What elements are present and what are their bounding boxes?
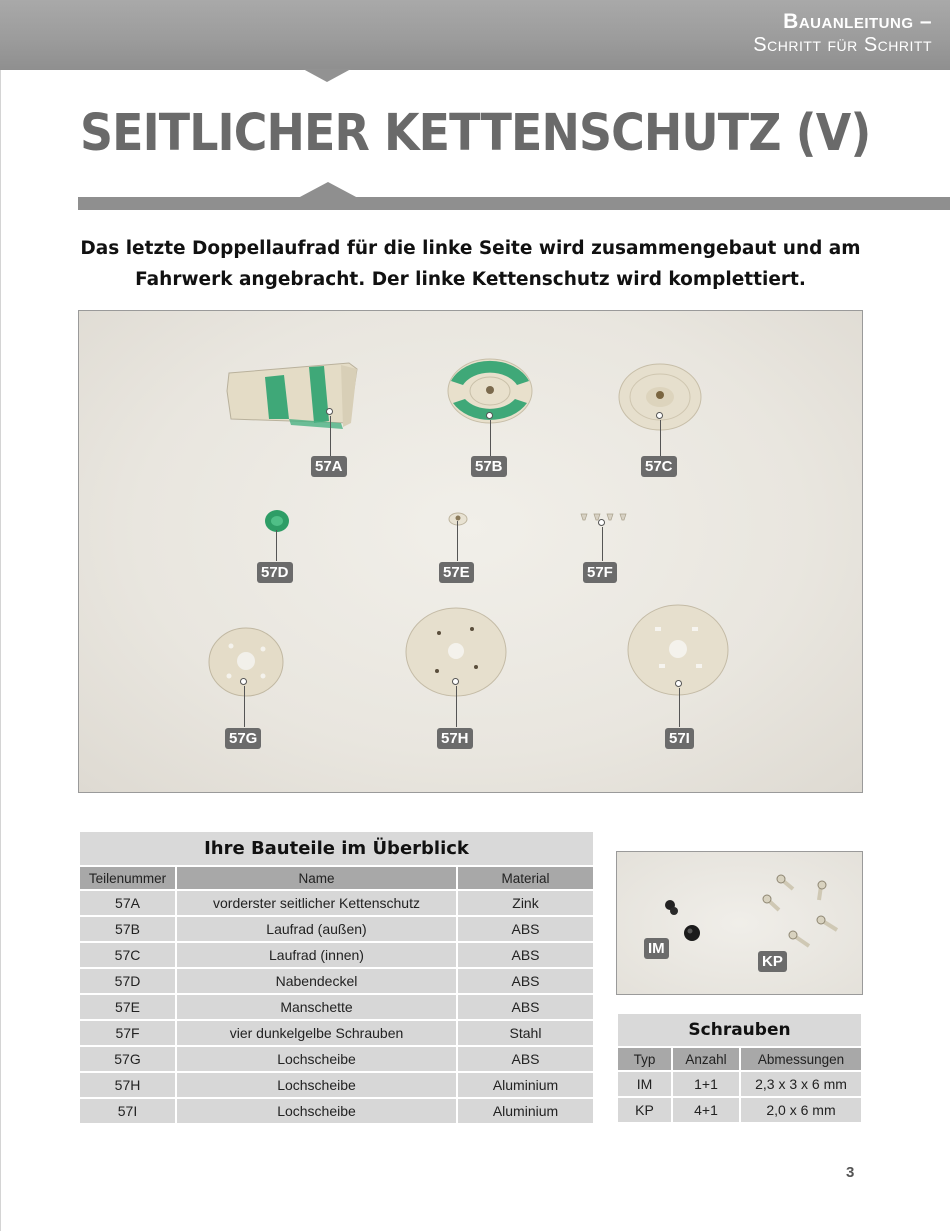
column-header: Name <box>176 866 457 890</box>
intro-line2: Fahrwerk angebracht. Der linke Kettenschutz wird komplettiert. <box>135 269 806 290</box>
table-cell: 57B <box>79 916 176 942</box>
table-row <box>79 994 594 1020</box>
table-cell: 57H <box>79 1072 176 1098</box>
table-cell: Zink <box>457 890 594 916</box>
callout-line-57d <box>276 530 277 561</box>
callout-dot-57c <box>656 412 663 419</box>
table-cell: 57E <box>79 994 176 1020</box>
callout-line-57a <box>330 416 331 456</box>
callout-dot-57f <box>598 519 605 526</box>
table-cell: ABS <box>457 942 594 968</box>
table-row <box>79 916 594 942</box>
callout-line-57i <box>679 688 680 727</box>
divider-bar <box>78 197 950 210</box>
intro-line1: Das letzte Doppellaufrad für die linke Seite wird zusammengebaut und am <box>80 238 861 259</box>
callout-line-57e <box>457 521 458 561</box>
screws-illustration <box>617 852 863 995</box>
table-cell: Manschette <box>176 994 457 1020</box>
header-line2: Schritt für Schritt <box>753 34 932 57</box>
page-edge <box>0 70 1 1231</box>
table-cell: vorderster seitlicher Kettenschutz <box>176 890 457 916</box>
part-label-57d: 57D <box>257 562 293 583</box>
table-cell: ABS <box>457 994 594 1020</box>
part-label-57i: 57I <box>665 728 694 749</box>
table-cell: 57G <box>79 1046 176 1072</box>
screw-label-kp: KP <box>758 951 787 972</box>
table-cell: KP <box>617 1097 672 1123</box>
table-cell: ABS <box>457 1046 594 1072</box>
part-57d-image <box>265 510 289 532</box>
callout-dot-57g <box>240 678 247 685</box>
table-cell: 57D <box>79 968 176 994</box>
table-row <box>79 1046 594 1072</box>
table-cell: Laufrad (außen) <box>176 916 457 942</box>
part-label-57h: 57H <box>437 728 473 749</box>
divider-notch <box>298 182 358 198</box>
table-cell: 1+1 <box>672 1071 740 1097</box>
callout-line-57g <box>244 686 245 727</box>
table-row <box>617 1097 862 1123</box>
screw-im-image <box>665 900 700 941</box>
callout-dot-57a <box>326 408 333 415</box>
header-line1: Bauanleitung – <box>783 10 932 33</box>
table-row <box>79 890 594 916</box>
table-cell: 57F <box>79 1020 176 1046</box>
table-row <box>79 968 594 994</box>
table-cell: 57C <box>79 942 176 968</box>
part-label-57f: 57F <box>583 562 617 583</box>
table-row <box>79 942 594 968</box>
column-header: Teilenummer <box>79 866 176 890</box>
table-cell: Stahl <box>457 1020 594 1046</box>
callout-dot-57i <box>675 680 682 687</box>
screws-photo <box>616 851 863 995</box>
callout-line-57f <box>602 527 603 561</box>
callout-dot-57b <box>486 412 493 419</box>
parts-photo <box>78 310 863 793</box>
table-cell: Aluminium <box>457 1098 594 1124</box>
table-cell: Lochscheibe <box>176 1046 457 1072</box>
header-title <box>753 10 932 57</box>
parts-table-title: Ihre Bauteile im Überblick <box>79 831 594 866</box>
table-cell: 2,3 x 3 x 6 mm <box>740 1071 862 1097</box>
table-cell: ABS <box>457 916 594 942</box>
table-cell: Nabendeckel <box>176 968 457 994</box>
parts-table <box>78 830 595 1125</box>
page-number: 3 <box>846 1164 855 1181</box>
part-57a-image <box>227 363 357 429</box>
table-cell: Lochscheibe <box>176 1098 457 1124</box>
part-label-57g: 57G <box>225 728 261 749</box>
part-label-57a: 57A <box>311 456 347 477</box>
parts-table-header <box>79 866 594 890</box>
part-label-57c: 57C <box>641 456 677 477</box>
table-row <box>79 1020 594 1046</box>
column-header: Abmessungen <box>740 1047 862 1071</box>
table-cell: 57I <box>79 1098 176 1124</box>
screw-label-im: IM <box>644 938 669 959</box>
callout-line-57b <box>490 420 491 456</box>
table-cell: 2,0 x 6 mm <box>740 1097 862 1123</box>
table-cell: IM <box>617 1071 672 1097</box>
part-57g-image <box>209 628 283 696</box>
screw-kp-image <box>763 875 837 946</box>
table-row <box>617 1071 862 1097</box>
column-header: Anzahl <box>672 1047 740 1071</box>
column-header: Material <box>457 866 594 890</box>
screws-table-header <box>617 1047 862 1071</box>
callout-line-57h <box>456 686 457 727</box>
parts-illustration <box>79 311 863 793</box>
table-cell: 57A <box>79 890 176 916</box>
table-row <box>79 1098 594 1124</box>
table-cell: Aluminium <box>457 1072 594 1098</box>
intro-text <box>78 233 863 295</box>
page-title: SEITLICHER KETTENSCHUTZ (V) <box>80 104 871 163</box>
table-cell: 4+1 <box>672 1097 740 1123</box>
screws-table-title: Schrauben <box>617 1013 862 1047</box>
table-cell: Lochscheibe <box>176 1072 457 1098</box>
callout-dot-57h <box>452 678 459 685</box>
part-label-57e: 57E <box>439 562 474 583</box>
part-57e-image <box>449 513 467 525</box>
column-header: Typ <box>617 1047 672 1071</box>
table-row <box>79 1072 594 1098</box>
table-cell: ABS <box>457 968 594 994</box>
callout-line-57c <box>660 420 661 456</box>
table-cell: vier dunkelgelbe Schrauben <box>176 1020 457 1046</box>
header-notch <box>303 69 351 82</box>
table-cell: Laufrad (innen) <box>176 942 457 968</box>
screws-table <box>616 1012 863 1124</box>
part-label-57b: 57B <box>471 456 507 477</box>
